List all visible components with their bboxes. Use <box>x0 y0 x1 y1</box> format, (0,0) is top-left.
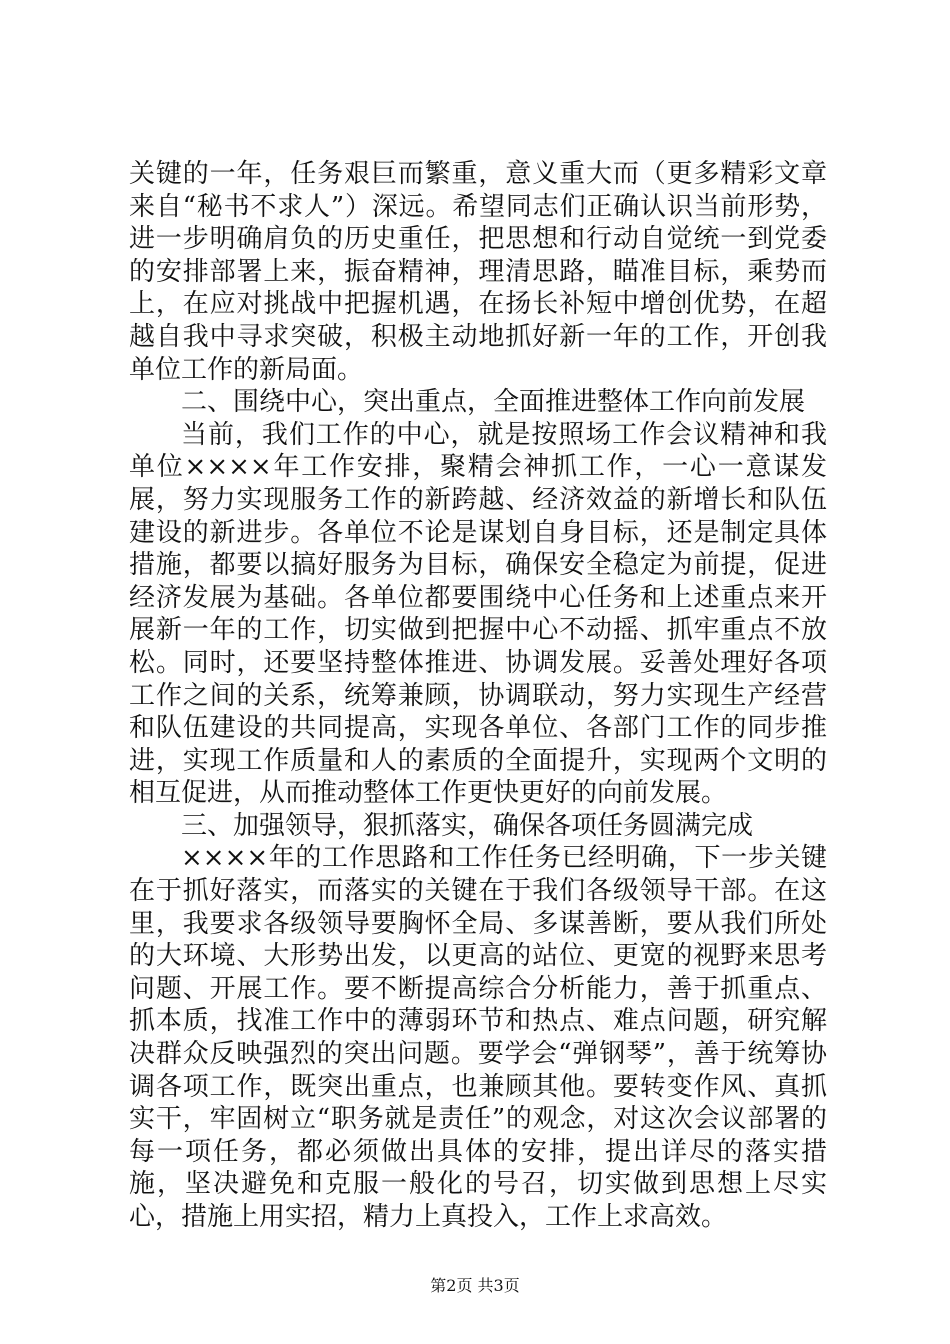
section-heading-two: 二、围绕中心，突出重点，全面推进整体工作向前发展 <box>181 387 806 418</box>
paragraph-continuation: 关键的一年，任务艰巨而繁重，意义重大而（更多精彩文章来自“秘书不求人”）深远。希望同志们正确认识当前形势，进一步明确肩负的历史重任，把思想和行动自觉统一到党委的安排部署上来，振奋精神，理清思路，瞄准目标，乘势而上，在应对挑战中把握机遇，在扬长补短中增创优势，在超越自我中寻求突破，积极主动地抓好新一年的工作，开创我单位工作的新局面。 <box>129 159 827 385</box>
paragraph-center-work: 当前，我们工作的中心，就是按照场工作会议精神和我单位××××年工作安排，聚精会神抓工作，一心一意谋发展，努力实现服务工作的新跨越、经济效益的新增长和队伍建设的新进步。各单位不论是谋划自身目标，还是制定具体措施，都要以搞好服务为目标，确保安全稳定为前提，促进经济发展为基础。各单位都要围绕中心任务和上述重点来开展新一年的工作，切实做到把握中心不动摇、抓牢重点不放松。同时，还要坚持整体推进、协调发展。妥善处理好各项工作之间的关系，统筹兼顾，协调联动，努力实现生产经营和队伍建设的共同提高，实现各单位、各部门工作的同步推进，实现工作质量和人的素质的全面提升，实现两个文明的相互促进，从而推动整体工作更快更好的向前发展。 <box>129 419 827 809</box>
section-heading-three: 三、加强领导，狠抓落实，确保各项任务圆满完成 <box>181 810 754 841</box>
paragraph-leadership: ××××年的工作思路和工作任务已经明确，下一步关键在于抓好落实，而落实的关键在于我们各级领导干部。在这里，我要求各级领导要胸怀全局、多谋善断，要从我们所处的大环境、大形势出发，以更高的站位、更宽的视野来思考问题、开展工作。要不断提高综合分析能力，善于抓重点、抓本质，找准工作中的薄弱环节和热点、难点问题，研究解决群众反映强烈的突出问题。要学会“弹钢琴”，善于统筹协调各项工作，既突出重点，也兼顾其他。要转变作风、真抓实干，牢固树立“职务就是责任”的观念，对这次会议部署的每一项任务，都必须做出具体的安排，提出详尽的落实措施，坚决避免和克服一般化的号召，切实做到思想上尽实心，措施上用实招，精力上真投入，工作上求高效。 <box>129 843 827 1232</box>
document-body <box>129 158 827 1234</box>
page-number-footer: 第2页 共3页 <box>430 1276 520 1295</box>
